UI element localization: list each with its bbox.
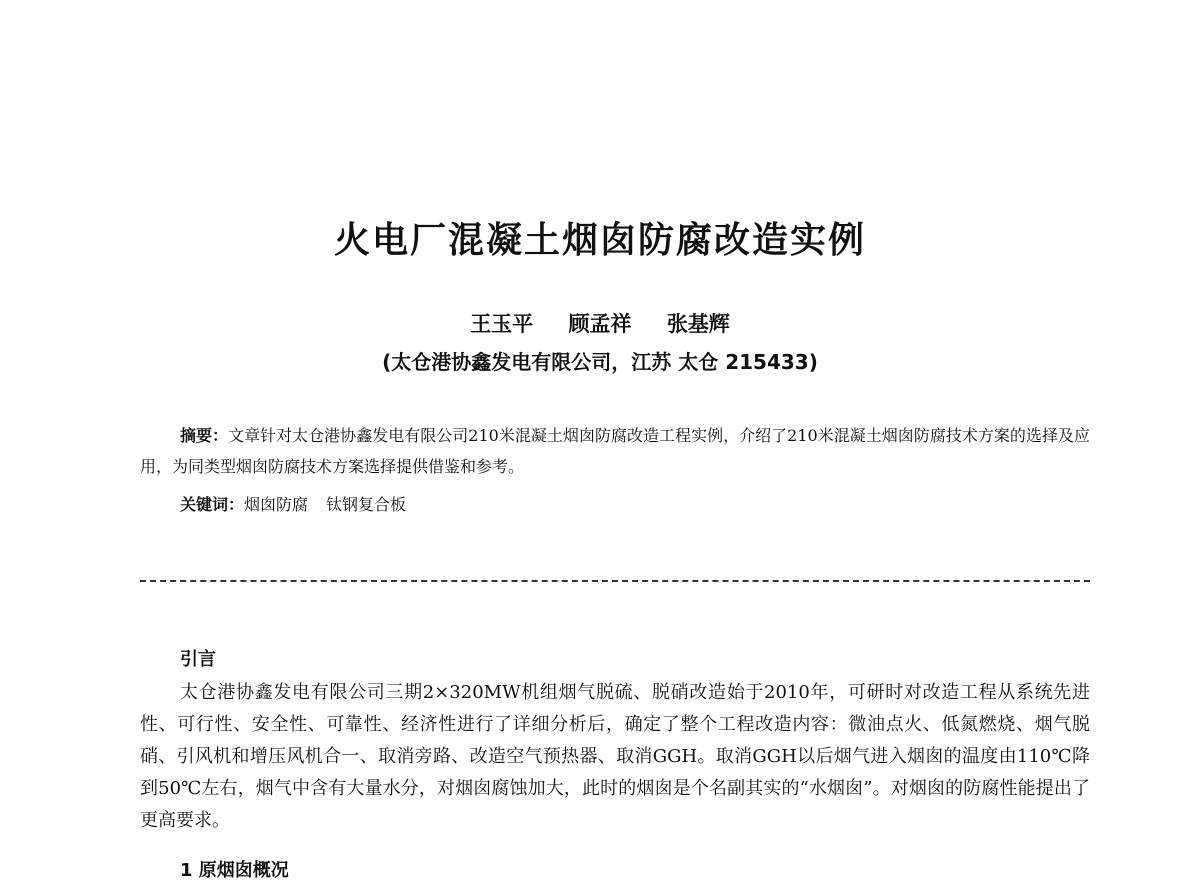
keyword: 钛钢复合板	[326, 495, 407, 514]
affiliation: (太仓港协鑫发电有限公司，江苏 太仓 215433)	[382, 350, 818, 374]
keywords-label: 关键词：	[180, 495, 245, 514]
intro-heading: 引言	[180, 649, 216, 670]
paper-title: 火电厂混凝土烟囱防腐改造实例	[333, 220, 866, 261]
keywords	[180, 489, 1090, 520]
author-name: 王玉平	[470, 312, 534, 336]
abstract-label: 摘要：	[180, 426, 229, 445]
abstract	[140, 420, 1090, 482]
author-name: 张基辉	[666, 312, 730, 336]
intro-paragraph: 太仓港协鑫发电有限公司三期2×320MW机组烟气脱硫、脱硝改造始于2010年，可研时对改造工程从系统先进性、可行性、安全性、可靠性、经济性进行了详细分析后，确定了整个工程改造内容：微油点火、低氮燃烧、烟气脱硝、引风机和增压风机合一、取消旁路、改造空气预热器、取消GGH。取消GGH以后烟气进入烟囱的温度由110℃降到50℃左右，烟气中含有大量水分，对烟囱腐蚀加大，此时的烟囱是个名副其实的“水烟囱”。对烟囱的防腐性能提出了更高要求。	[140, 682, 1090, 831]
section-divider	[140, 580, 1090, 582]
abstract-text: 文章针对太仓港协鑫发电有限公司210米混凝土烟囱防腐改造工程实例，介绍了210米混凝土烟囱防腐技术方案的选择及应用，为同类型烟囱防腐技术方案选择提供借鉴和参考。	[140, 426, 1090, 476]
author-list	[0, 308, 1200, 338]
keyword: 烟囱防腐	[244, 495, 309, 514]
section-1-heading: 1 原烟囱概况	[180, 860, 289, 881]
author-name: 顾孟祥	[568, 312, 632, 336]
